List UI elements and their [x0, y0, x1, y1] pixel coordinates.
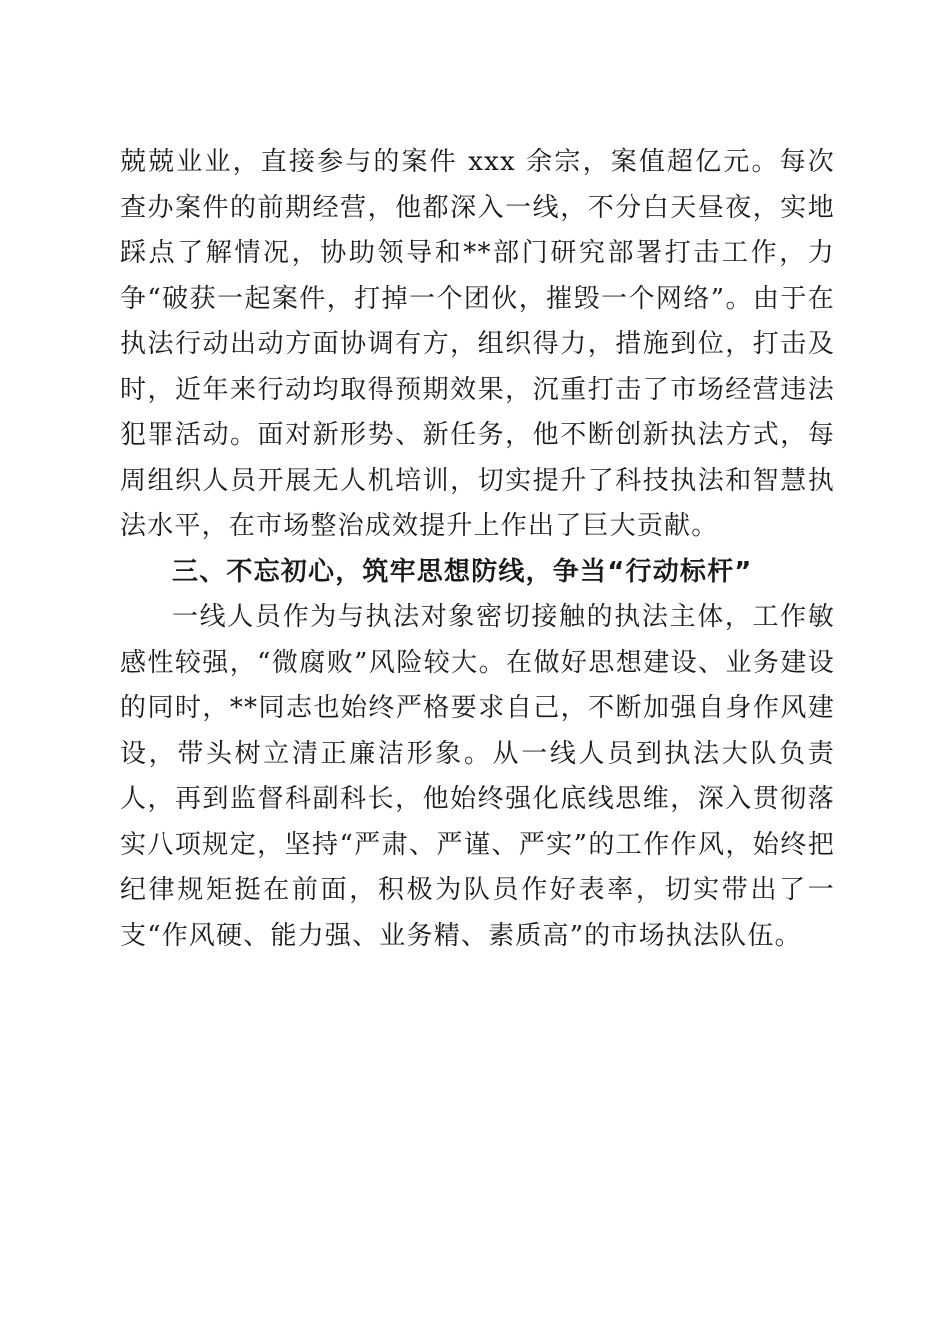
paragraph-continued: 兢兢业业，直接参与的案件 xxx 余宗，案值超亿元。每次查办案件的前期经营，他都深入一线，不分白天昼夜，实地踩点了解情况，协助领导和**部门研究部署打击工作，力争“破获一起案件，打掉一个团伙，摧毁一个网络”。由于在执法行动出动方面协调有方，组织得力，措施到位，打击及时，近年来行动均取得预期效果，沉重打击了市场经营违法犯罪活动。面对新形势、新任务，他不断创新执法方式，每周组织人员开展无人机培训，切实提升了科技执法和智慧执法水平，在市场整治成效提升上作出了巨大贡献。	[120, 147, 835, 541]
document-body	[120, 140, 835, 959]
section-heading-3: 三、不忘初心，筑牢思想防线，争当“行动标杆”	[172, 556, 753, 587]
paragraph-section-3: 一线人员作为与执法对象密切接触的执法主体，工作敏感性较强，“微腐败”风险较大。在做好思想建设、业务建设的同时，**同志也始终严格要求自己，不断加强自身作风建设，带头树立清正廉洁形象。从一线人员到执法大队负责人，再到监督科副科长，他始终强化底线思维，深入贯彻落实八项规定，坚持“严肃、严谨、严实”的工作作风，始终把纪律规矩挺在前面，积极为队员作好表率，切实带出了一支“作风硬、能力强、业务精、素质高”的市场执法队伍。	[120, 602, 835, 951]
